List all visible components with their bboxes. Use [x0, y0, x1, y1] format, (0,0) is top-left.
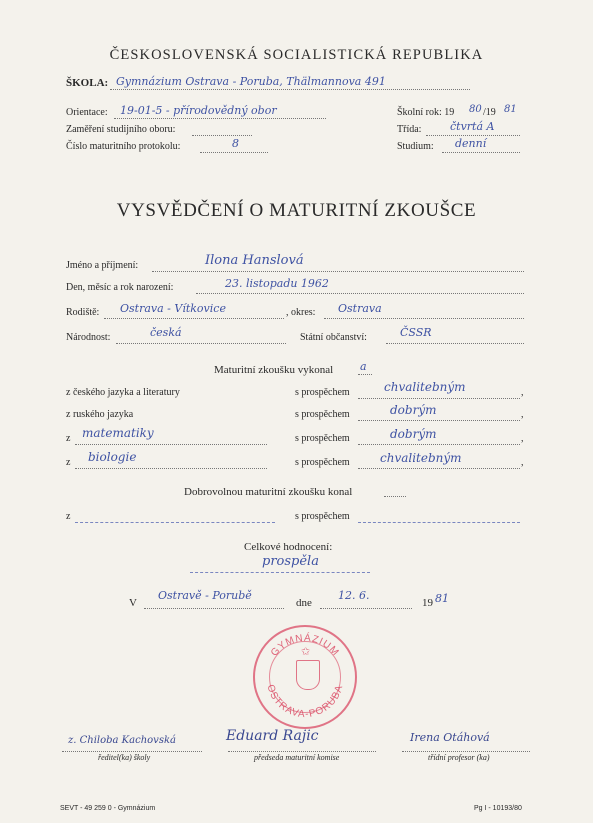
voluntary-heading: Dobrovolnou maturitní zkoušku konal [184, 486, 353, 498]
protokol-label: Číslo maturitního protokolu: [66, 141, 181, 152]
reditel-line [62, 751, 202, 752]
subject-4-comma: , [521, 457, 524, 468]
republic-heading: ČESKOSLOVENSKÁ SOCIALISTICKÁ REPUBLIKA [109, 47, 484, 63]
okres-line [324, 318, 524, 319]
subject-1-prospech-label: s prospěchem [295, 387, 350, 398]
stamp-bottom-text: OSTRAVA-PORUBA [264, 683, 346, 721]
tridni-caption: třídní profesor (ka) [428, 753, 490, 762]
place-line [144, 608, 284, 609]
subject-4-prospech-label: s prospěchem [295, 457, 350, 468]
subject-3-grade: dobrým [390, 427, 437, 441]
subject-1-prefix: z českého jazyka a literatury [66, 387, 180, 398]
document-title: VYSVĚDČENÍ O MATURITNÍ ZKOUŠCE [116, 200, 477, 221]
subject-2-comma: , [521, 409, 524, 420]
subject-1-comma: , [521, 387, 524, 398]
tridni-line [402, 751, 530, 752]
narodnost-label: Národnost: [66, 332, 111, 343]
jmeno-line [152, 271, 524, 272]
overall-heading: Celkové hodnocení: [244, 541, 333, 553]
voluntary-grade-line [358, 522, 520, 523]
voluntary-heading-line [384, 496, 406, 497]
star-icon: ✩ [301, 646, 311, 658]
subject-3-comma: , [521, 433, 524, 444]
subject-2-grade-line [358, 420, 520, 421]
reditel-signature: z. Chiloba Kachovská [68, 735, 176, 746]
year-prefix: 19 [422, 597, 433, 609]
stamp-top-text: GYMNÁZIUM [268, 632, 342, 659]
obcanstvi-line [386, 343, 524, 344]
skola-label: ŠKOLA: [66, 77, 109, 89]
voluntary-prospech-label: s prospěchem [295, 511, 350, 522]
orientace-label: Orientace: [66, 107, 108, 118]
subject-3-prospech-label: s prospěchem [295, 433, 350, 444]
skolni-rok-mid: /19 [483, 107, 496, 118]
trida-label: Třída: [397, 124, 422, 135]
narozeni-label: Den, měsíc a rok narození: [66, 282, 174, 293]
footer-right: Pg I - 10193/80 [474, 805, 522, 812]
obcanstvi-value: ČSSR [400, 326, 432, 339]
jmeno-value: Ilona Hanslová [205, 253, 304, 268]
subject-3-name: matematiky [82, 426, 154, 440]
narozeni-value: 23. listopadu 1962 [225, 277, 329, 290]
tridni-signature: Irena Otáhová [410, 731, 490, 744]
overall-value: prospěla [262, 554, 319, 569]
predseda-caption: předseda maturitní komise [254, 753, 340, 762]
protokol-line [200, 152, 268, 153]
okres-value: Ostrava [338, 302, 382, 315]
subject-4-grade: chvalitebným [380, 451, 462, 465]
subject-1-grade: chvalitebným [384, 380, 466, 394]
skola-value: Gymnázium Ostrava - Poruba, Thälmannova 491 [116, 75, 386, 88]
subject-3-name-line [75, 444, 267, 445]
subject-4-name-line [75, 468, 267, 469]
trida-line [426, 135, 520, 136]
predseda-line [228, 751, 376, 752]
subject-4-prefix: z [66, 457, 71, 468]
place-value: Ostravě - Porubě [158, 589, 252, 602]
rodiste-line [104, 318, 284, 319]
zamereni-label: Zaměření studijního oboru: [66, 124, 176, 135]
skolni-rok-label: Školní rok: 19 [397, 107, 455, 118]
coat-of-arms-icon [296, 660, 320, 690]
okres-label: , okres: [286, 307, 316, 318]
obcanstvi-label: Státní občanství: [300, 332, 367, 343]
subject-3-grade-line [358, 444, 520, 445]
date-line [320, 608, 412, 609]
exam-heading: Maturitní zkoušku vykonal [214, 364, 334, 376]
subject-3-prefix: z [66, 433, 71, 444]
skolni-rok-from: 80 [469, 104, 482, 115]
exam-heading-suffix: a [360, 360, 367, 373]
exam-heading-line [358, 374, 372, 375]
voluntary-subject-line [75, 522, 275, 523]
footer-left: SEVT - 49 259 0 - Gymnázium [60, 805, 156, 812]
subject-4-name: biologie [88, 450, 137, 464]
narozeni-line [196, 293, 524, 294]
subject-1-grade-line [358, 398, 520, 399]
studium-label: Studium: [397, 141, 434, 152]
skolni-rok-to: 81 [504, 104, 517, 115]
orientace-value: 19-01-5 - přírodovědný obor [120, 104, 277, 117]
subject-4-grade-line [358, 468, 520, 469]
studium-value: denní [455, 137, 487, 150]
school-stamp [253, 625, 357, 729]
narodnost-value: česká [150, 326, 182, 339]
year-value: 81 [435, 592, 449, 605]
trida-value: čtvrtá A [450, 120, 495, 133]
protokol-value: 8 [232, 137, 239, 150]
jmeno-label: Jméno a příjmení: [66, 260, 139, 271]
place-v-label: V [129, 597, 137, 609]
rodiste-value: Ostrava - Vítkovice [120, 302, 226, 315]
orientace-line [114, 118, 326, 119]
overall-line [190, 572, 370, 573]
narodnost-line [116, 343, 286, 344]
rodiste-label: Rodiště: [66, 307, 100, 318]
zamereni-line [192, 135, 252, 136]
date-dne-label: dne [296, 597, 312, 609]
reditel-caption: ředitel(ka) školy [98, 753, 151, 762]
subject-2-prefix: z ruského jazyka [66, 409, 134, 420]
subject-2-grade: dobrým [390, 403, 437, 417]
predseda-signature: Eduard Rajic [226, 728, 319, 744]
studium-line [442, 152, 520, 153]
date-value: 12. 6. [338, 589, 370, 602]
skola-line [110, 89, 470, 90]
voluntary-prefix: z [66, 511, 71, 522]
subject-2-prospech-label: s prospěchem [295, 409, 350, 420]
